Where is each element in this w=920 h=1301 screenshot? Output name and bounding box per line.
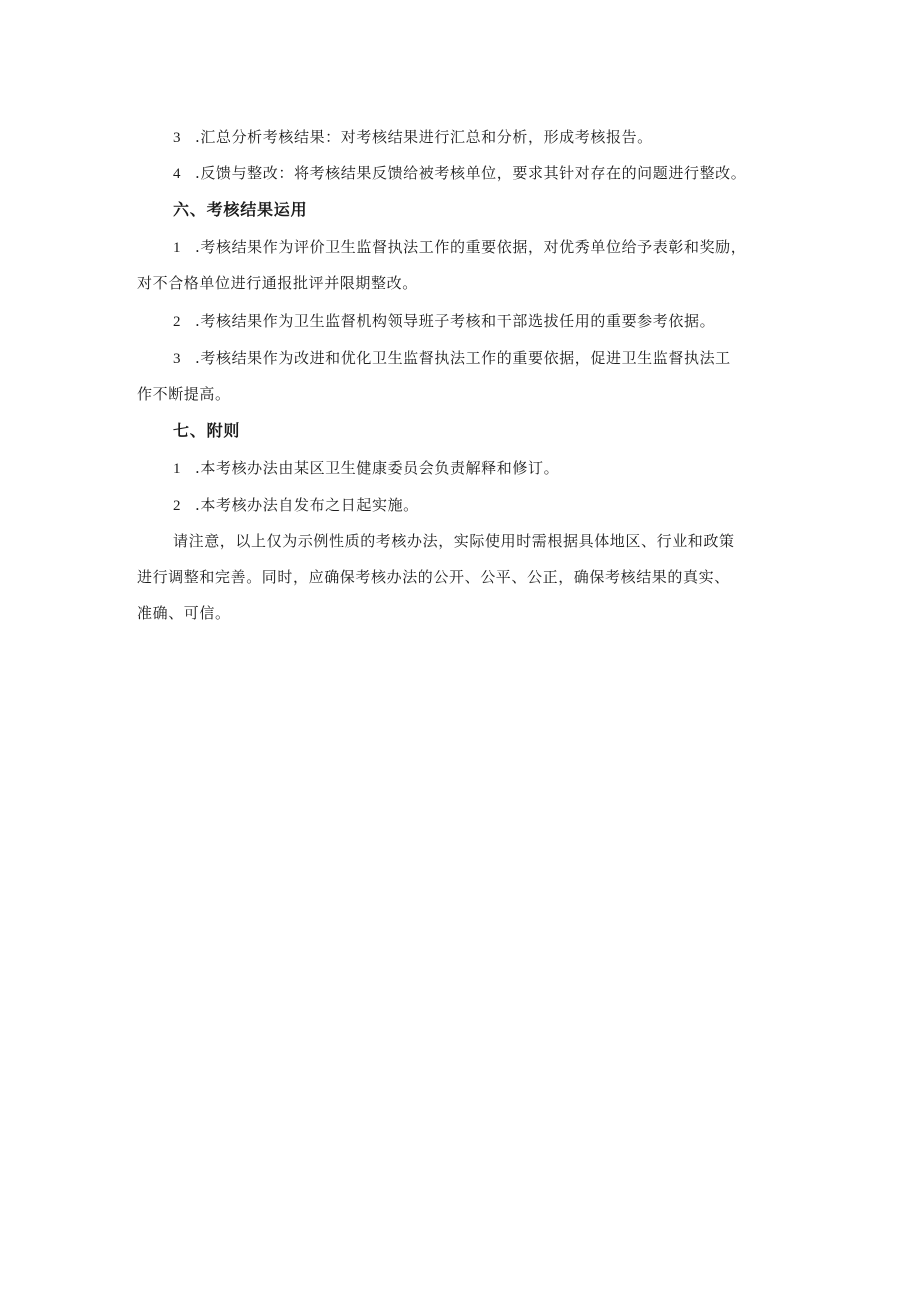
section-heading: 七、附则 [173,421,241,440]
item-number: 2 [173,498,182,514]
item-number: 3 [173,130,182,146]
item-number: 3 [173,351,182,367]
item-number: 1 [173,240,182,256]
list-item [173,237,746,258]
note-paragraph-line: 请注意，以上仅为示例性质的考核办法，实际使用时需根据具体地区、行业和政策 [173,532,735,550]
item-number: 4 [173,166,182,182]
list-item-continuation: 对不合格单位进行通报批评并限期整改。 [137,274,418,292]
list-item [173,348,731,369]
item-text: .本考核办法由某区卫生健康委员会负责解释和修订。 [195,459,560,477]
item-text: .本考核办法自发布之日起实施。 [195,496,419,514]
item-number: 1 [173,461,182,477]
list-item [173,311,715,332]
list-item [173,127,653,148]
item-number: 2 [173,314,182,330]
list-item [173,458,559,479]
list-item [173,495,419,516]
note-paragraph-line: 进行调整和完善。同时，应确保考核办法的公开、公平、公正，确保考核结果的真实、 [137,568,730,586]
item-text: .考核结果作为卫生监督机构领导班子考核和干部选拔任用的重要参考依据。 [195,312,716,330]
item-text: .考核结果作为评价卫生监督执法工作的重要依据，对优秀单位给予表彰和奖励， [195,238,747,256]
item-text: .反馈与整改：将考核结果反馈给被考核单位，要求其针对存在的问题进行整改。 [195,164,747,182]
item-text: .汇总分析考核结果：对考核结果进行汇总和分析，形成考核报告。 [195,128,653,146]
item-text: .考核结果作为改进和优化卫生监督执法工作的重要依据，促进卫生监督执法工 [195,349,731,367]
note-paragraph-line: 准确、可信。 [137,604,231,622]
list-item-continuation: 作不断提高。 [137,385,231,403]
section-heading: 六、考核结果运用 [173,200,308,219]
list-item [173,163,746,184]
